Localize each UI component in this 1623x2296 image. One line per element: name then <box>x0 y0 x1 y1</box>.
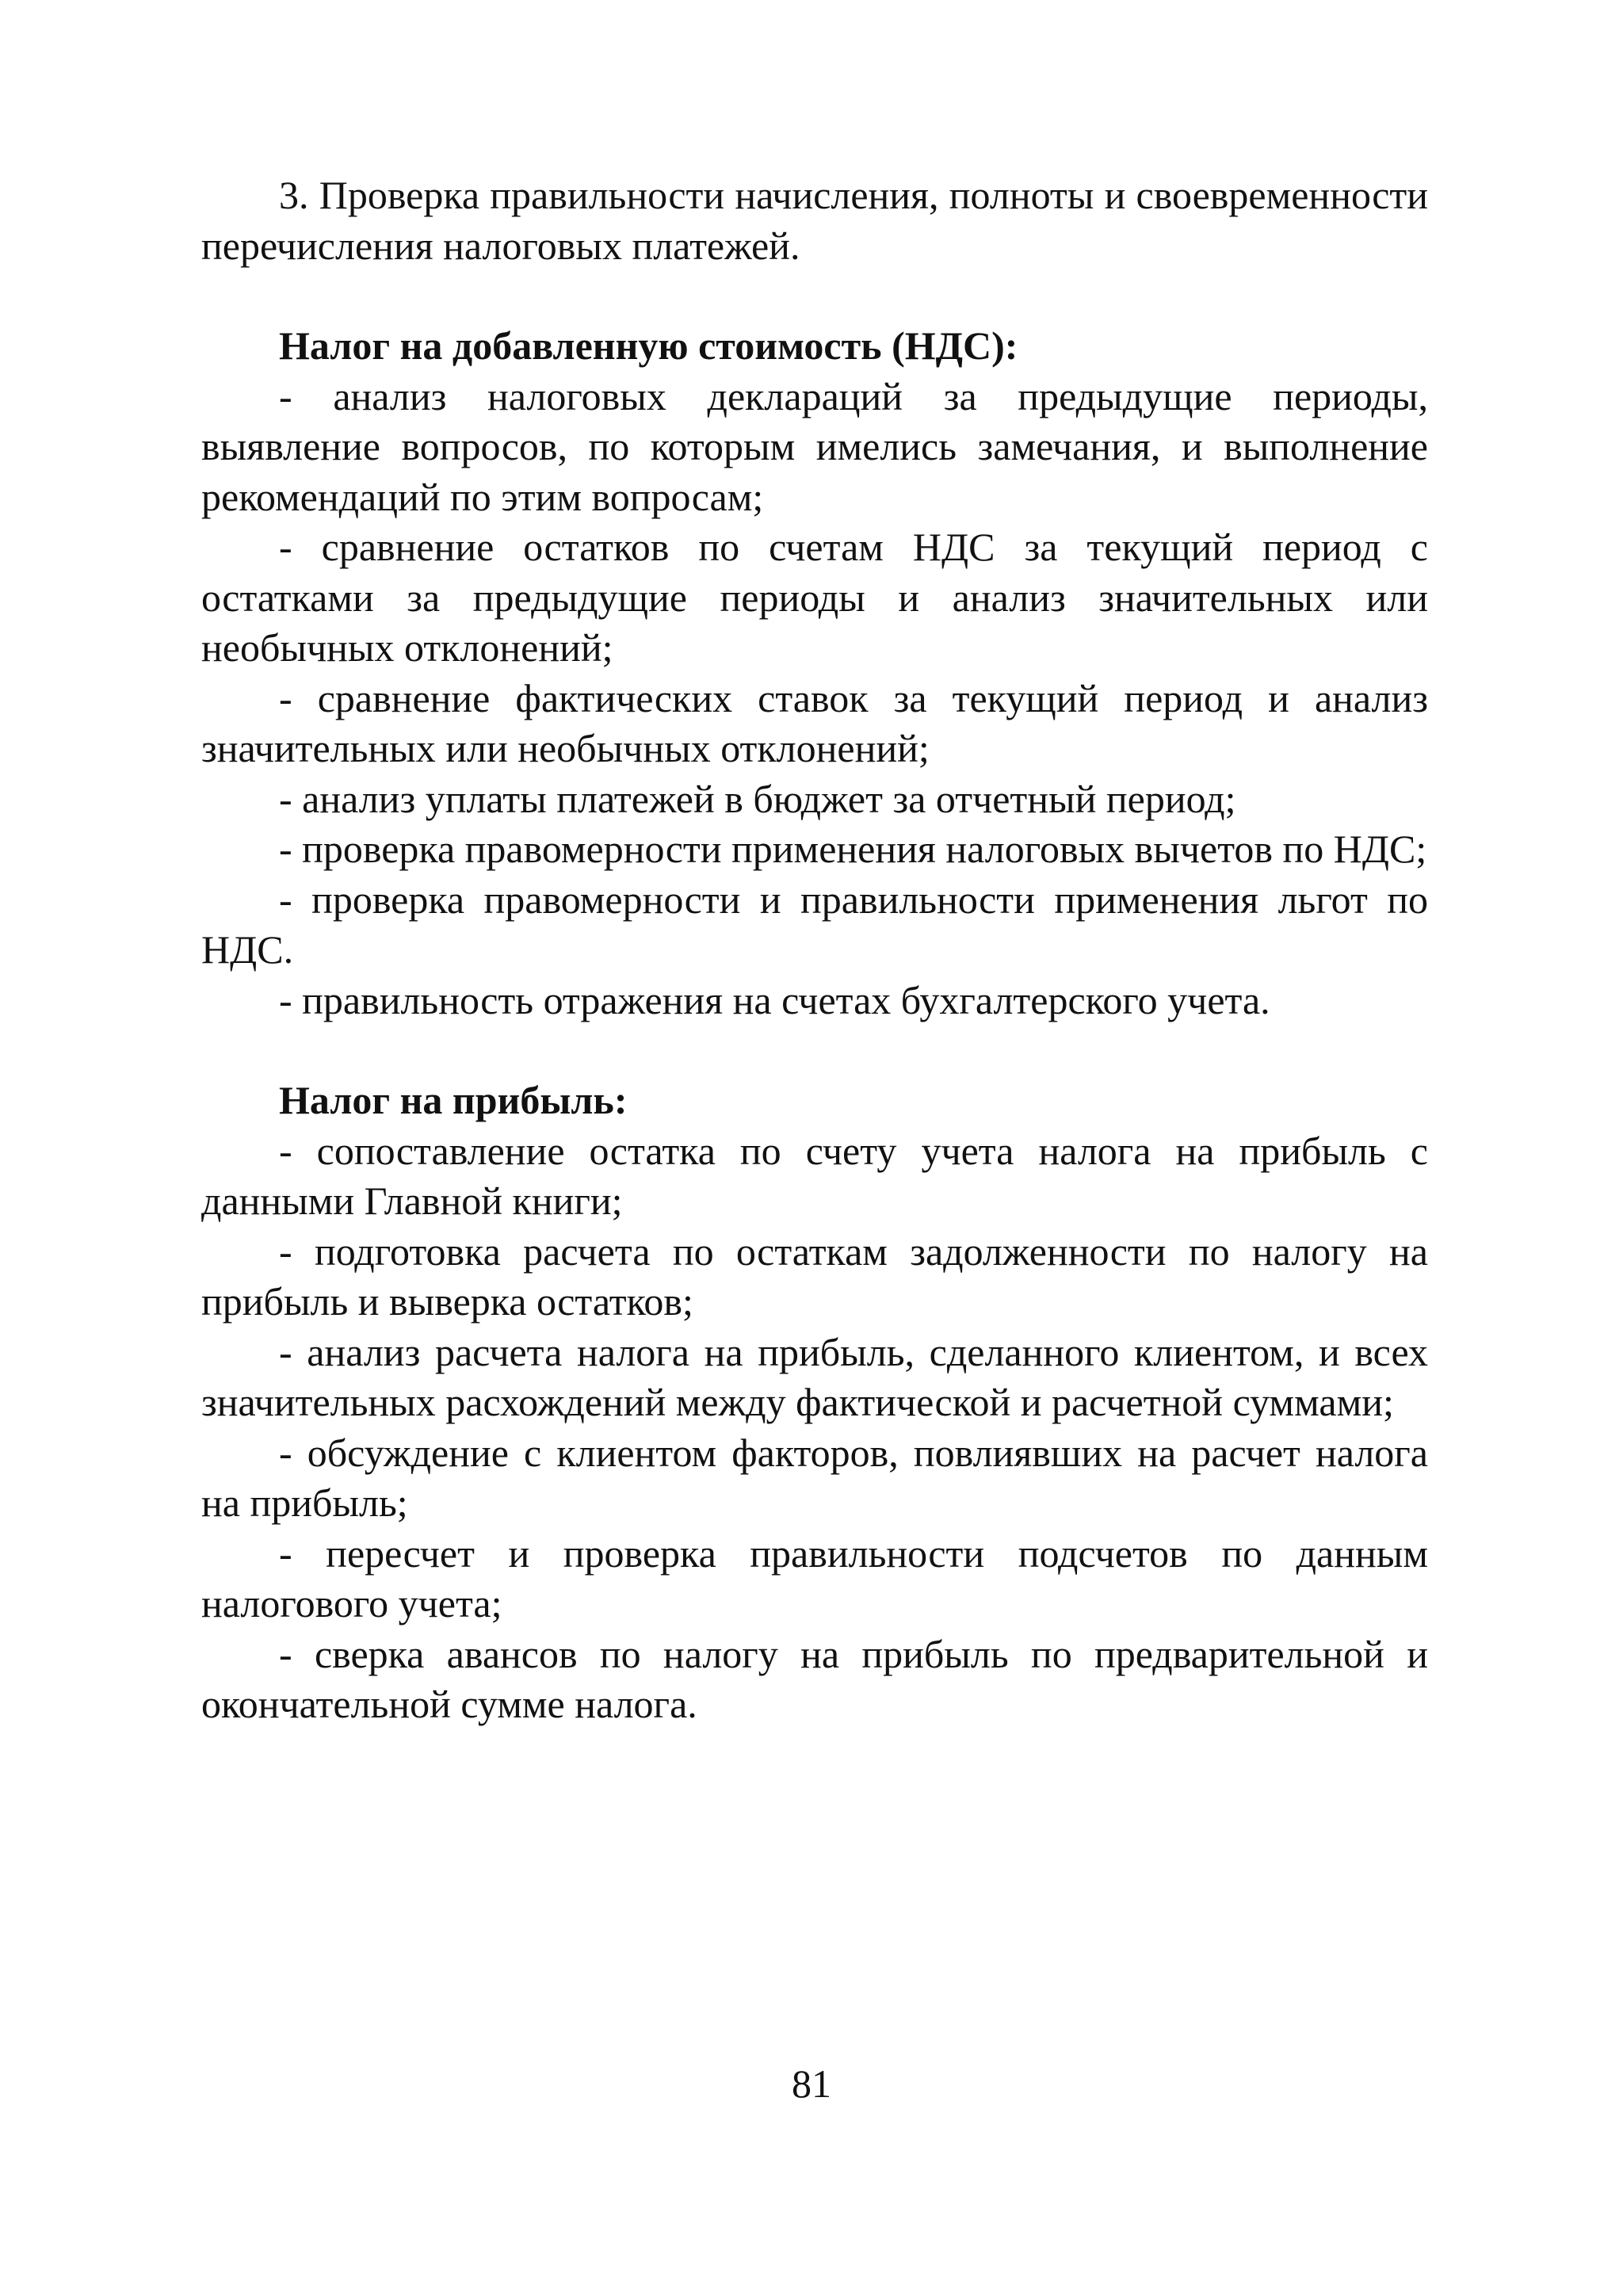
vat-heading: Налог на добавленную стоимость (НДС): <box>279 323 1018 368</box>
intro-paragraph: 3. Проверка правильности начисления, полноты и своевременности перечисления налоговых платежей. <box>201 173 1428 268</box>
profit-tax-item: - подготовка расчета по остаткам задолженности по налогу на прибыль и выверка остатков; <box>201 1228 1428 1324</box>
page-body <box>201 170 1428 1730</box>
vat-item: - правильность отражения на счетах бухгалтерского учета. <box>279 977 1270 1022</box>
vat-item: - сравнение остатков по счетам НДС за текущий период с остатками за предыдущие периоды и анализ значительных или необычных отклонений; <box>201 525 1428 670</box>
vat-item: - анализ налоговых деклараций за предыдущие периоды, выявление вопросов, по которым имелись замечания, и выполнение рекомендаций по этим вопросам; <box>201 373 1428 519</box>
vat-item: - сравнение фактических ставок за текущий период и анализ значительных или необычных отклонений; <box>201 675 1428 770</box>
profit-tax-item: - пересчет и проверка правильности подсчетов по данным налогового учета; <box>201 1530 1428 1626</box>
vat-item: - проверка правомерности и правильности применения льгот по НДС. <box>201 877 1428 972</box>
vat-item: - анализ уплаты платежей в бюджет за отчетный период; <box>279 776 1236 821</box>
profit-tax-item: - обсуждение с клиентом факторов, повлиявших на расчет налога на прибыль; <box>201 1430 1428 1525</box>
page-number: 81 <box>792 2061 831 2106</box>
vat-item: - проверка правомерности применения налоговых вычетов по НДС; <box>279 827 1427 871</box>
profit-tax-item: - сопоставление остатка по счету учета налога на прибыль с данными Главной книги; <box>201 1128 1428 1223</box>
profit-tax-item: - сверка авансов по налогу на прибыль по предварительной и окончательной сумме налога. <box>201 1631 1428 1726</box>
profit-tax-item: - анализ расчета налога на прибыль, сделанного клиентом, и всех значительных расхождений между фактической и расчетной суммами; <box>201 1329 1428 1424</box>
profit-tax-heading: Налог на прибыль: <box>279 1078 628 1122</box>
